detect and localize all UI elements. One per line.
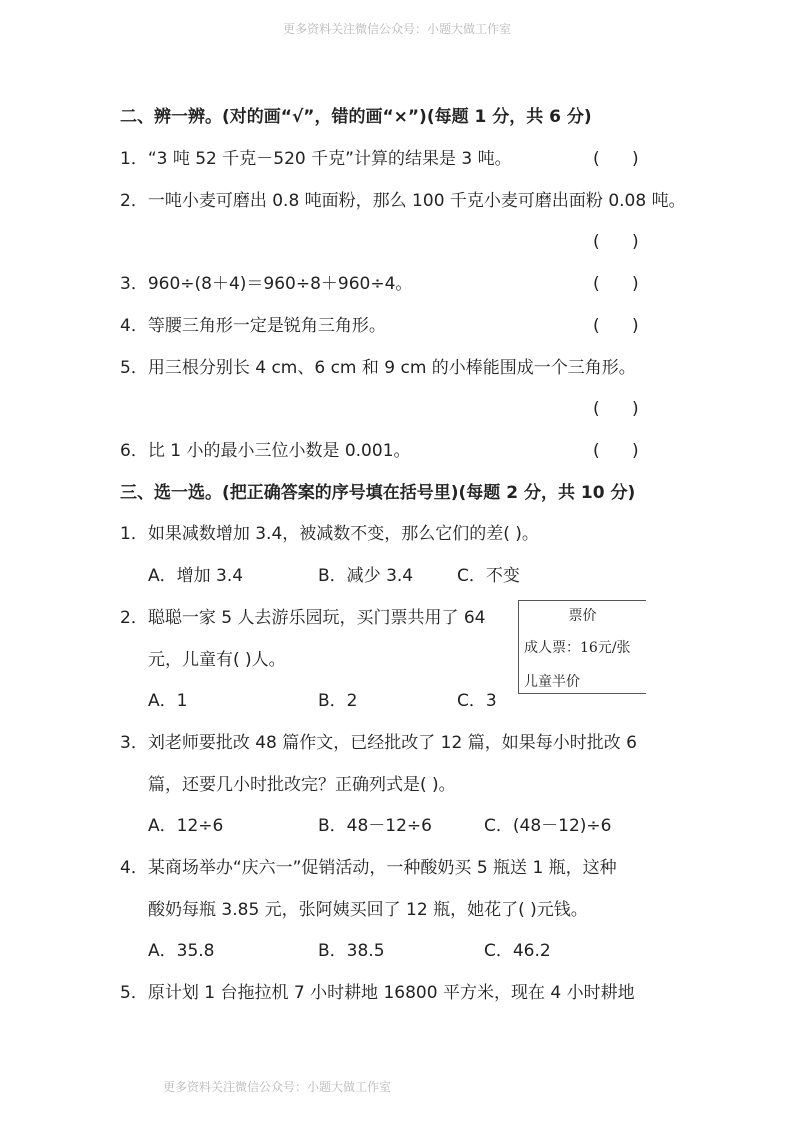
answer-blank[interactable]: ( ) — [593, 441, 639, 461]
s3-q5-line1: 5．原计划 1 台拖拉机 7 小时耕地 16800 平方米，现在 4 小时耕地 — [120, 983, 635, 1003]
ticket-title: 票价 — [568, 608, 597, 624]
s3-q3-option-b[interactable]: B．48－12÷6 — [318, 816, 432, 836]
answer-blank[interactable]: ( ) — [593, 316, 639, 336]
s3-q1-option-c[interactable]: C．不变 — [457, 566, 520, 586]
s3-q2-option-b[interactable]: B．2 — [318, 691, 358, 711]
s3-q3-option-a[interactable]: A．12÷6 — [148, 816, 224, 836]
s3-q3-line1: 3．刘老师要批改 48 篇作文，已经批改了 12 篇，如果每小时批改 6 — [120, 733, 637, 753]
s2-item-2: 2．一吨小麦可磨出 0.8 吨面粉，那么 100 千克小麦可磨出面粉 0.08 吨。 — [120, 191, 686, 211]
answer-blank[interactable]: ( ) — [593, 274, 639, 294]
s2-item-1: 1．“3 吨 52 千克－520 千克”计算的结果是 3 吨。 — [120, 149, 512, 169]
ticket-adult-price: 成人票：16元/张 — [524, 640, 631, 656]
s3-q1: 1．如果减数增加 3.4，被减数不变，那么它们的差( )。 — [120, 524, 539, 544]
s3-q3-line2: 篇，还要几小时批改完？正确列式是( )。 — [148, 775, 456, 795]
s3-q4-line1: 4．某商场举办“庆六一”促销活动，一种酸奶买 5 瓶送 1 瓶，这种 — [120, 858, 617, 878]
watermark-top: 更多资料关注微信公众号：小题大做工作室 — [282, 22, 511, 36]
s3-q2-option-a[interactable]: A．1 — [148, 691, 188, 711]
answer-blank[interactable]: ( ) — [593, 399, 639, 419]
s2-item-4: 4．等腰三角形一定是锐角三角形。 — [120, 316, 386, 336]
s3-q3-option-c[interactable]: C．(48－12)÷6 — [484, 816, 612, 836]
s3-q2-line2: 元，儿童有( )人。 — [148, 650, 286, 670]
s3-q4-option-b[interactable]: B．38.5 — [318, 941, 385, 961]
ticket-price-box — [518, 600, 646, 694]
answer-blank[interactable]: ( ) — [593, 149, 639, 169]
answer-blank[interactable]: ( ) — [593, 232, 639, 252]
s2-item-5: 5．用三根分别长 4 cm、6 cm 和 9 cm 的小棒能围成一个三角形。 — [120, 358, 636, 378]
s3-q1-option-a[interactable]: A．增加 3.4 — [148, 566, 244, 586]
s3-q2-line1: 2．聪聪一家 5 人去游乐园玩，买门票共用了 64 — [120, 608, 486, 628]
s3-q4-option-a[interactable]: A．35.8 — [148, 941, 215, 961]
s2-item-6: 6．比 1 小的最小三位小数是 0.001。 — [120, 441, 411, 461]
watermark-bottom: 更多资料关注微信公众号：小题大做工作室 — [162, 1080, 391, 1094]
s3-q4-option-c[interactable]: C．46.2 — [484, 941, 551, 961]
section3-title: 三、选一选。(把正确答案的序号填在括号里)(每题 2 分，共 10 分) — [120, 483, 636, 503]
s2-item-3: 3．960÷(8＋4)＝960÷8＋960÷4。 — [120, 274, 413, 294]
section2-title: 二、辨一辨。(对的画“√”，错的画“×”)(每题 1 分，共 6 分) — [120, 107, 592, 127]
ticket-child-price: 儿童半价 — [524, 674, 580, 690]
s3-q4-line2: 酸奶每瓶 3.85 元，张阿姨买回了 12 瓶，她花了( )元钱。 — [148, 900, 588, 920]
s3-q1-option-b[interactable]: B．减少 3.4 — [318, 566, 414, 586]
s3-q2-option-c[interactable]: C．3 — [457, 691, 497, 711]
